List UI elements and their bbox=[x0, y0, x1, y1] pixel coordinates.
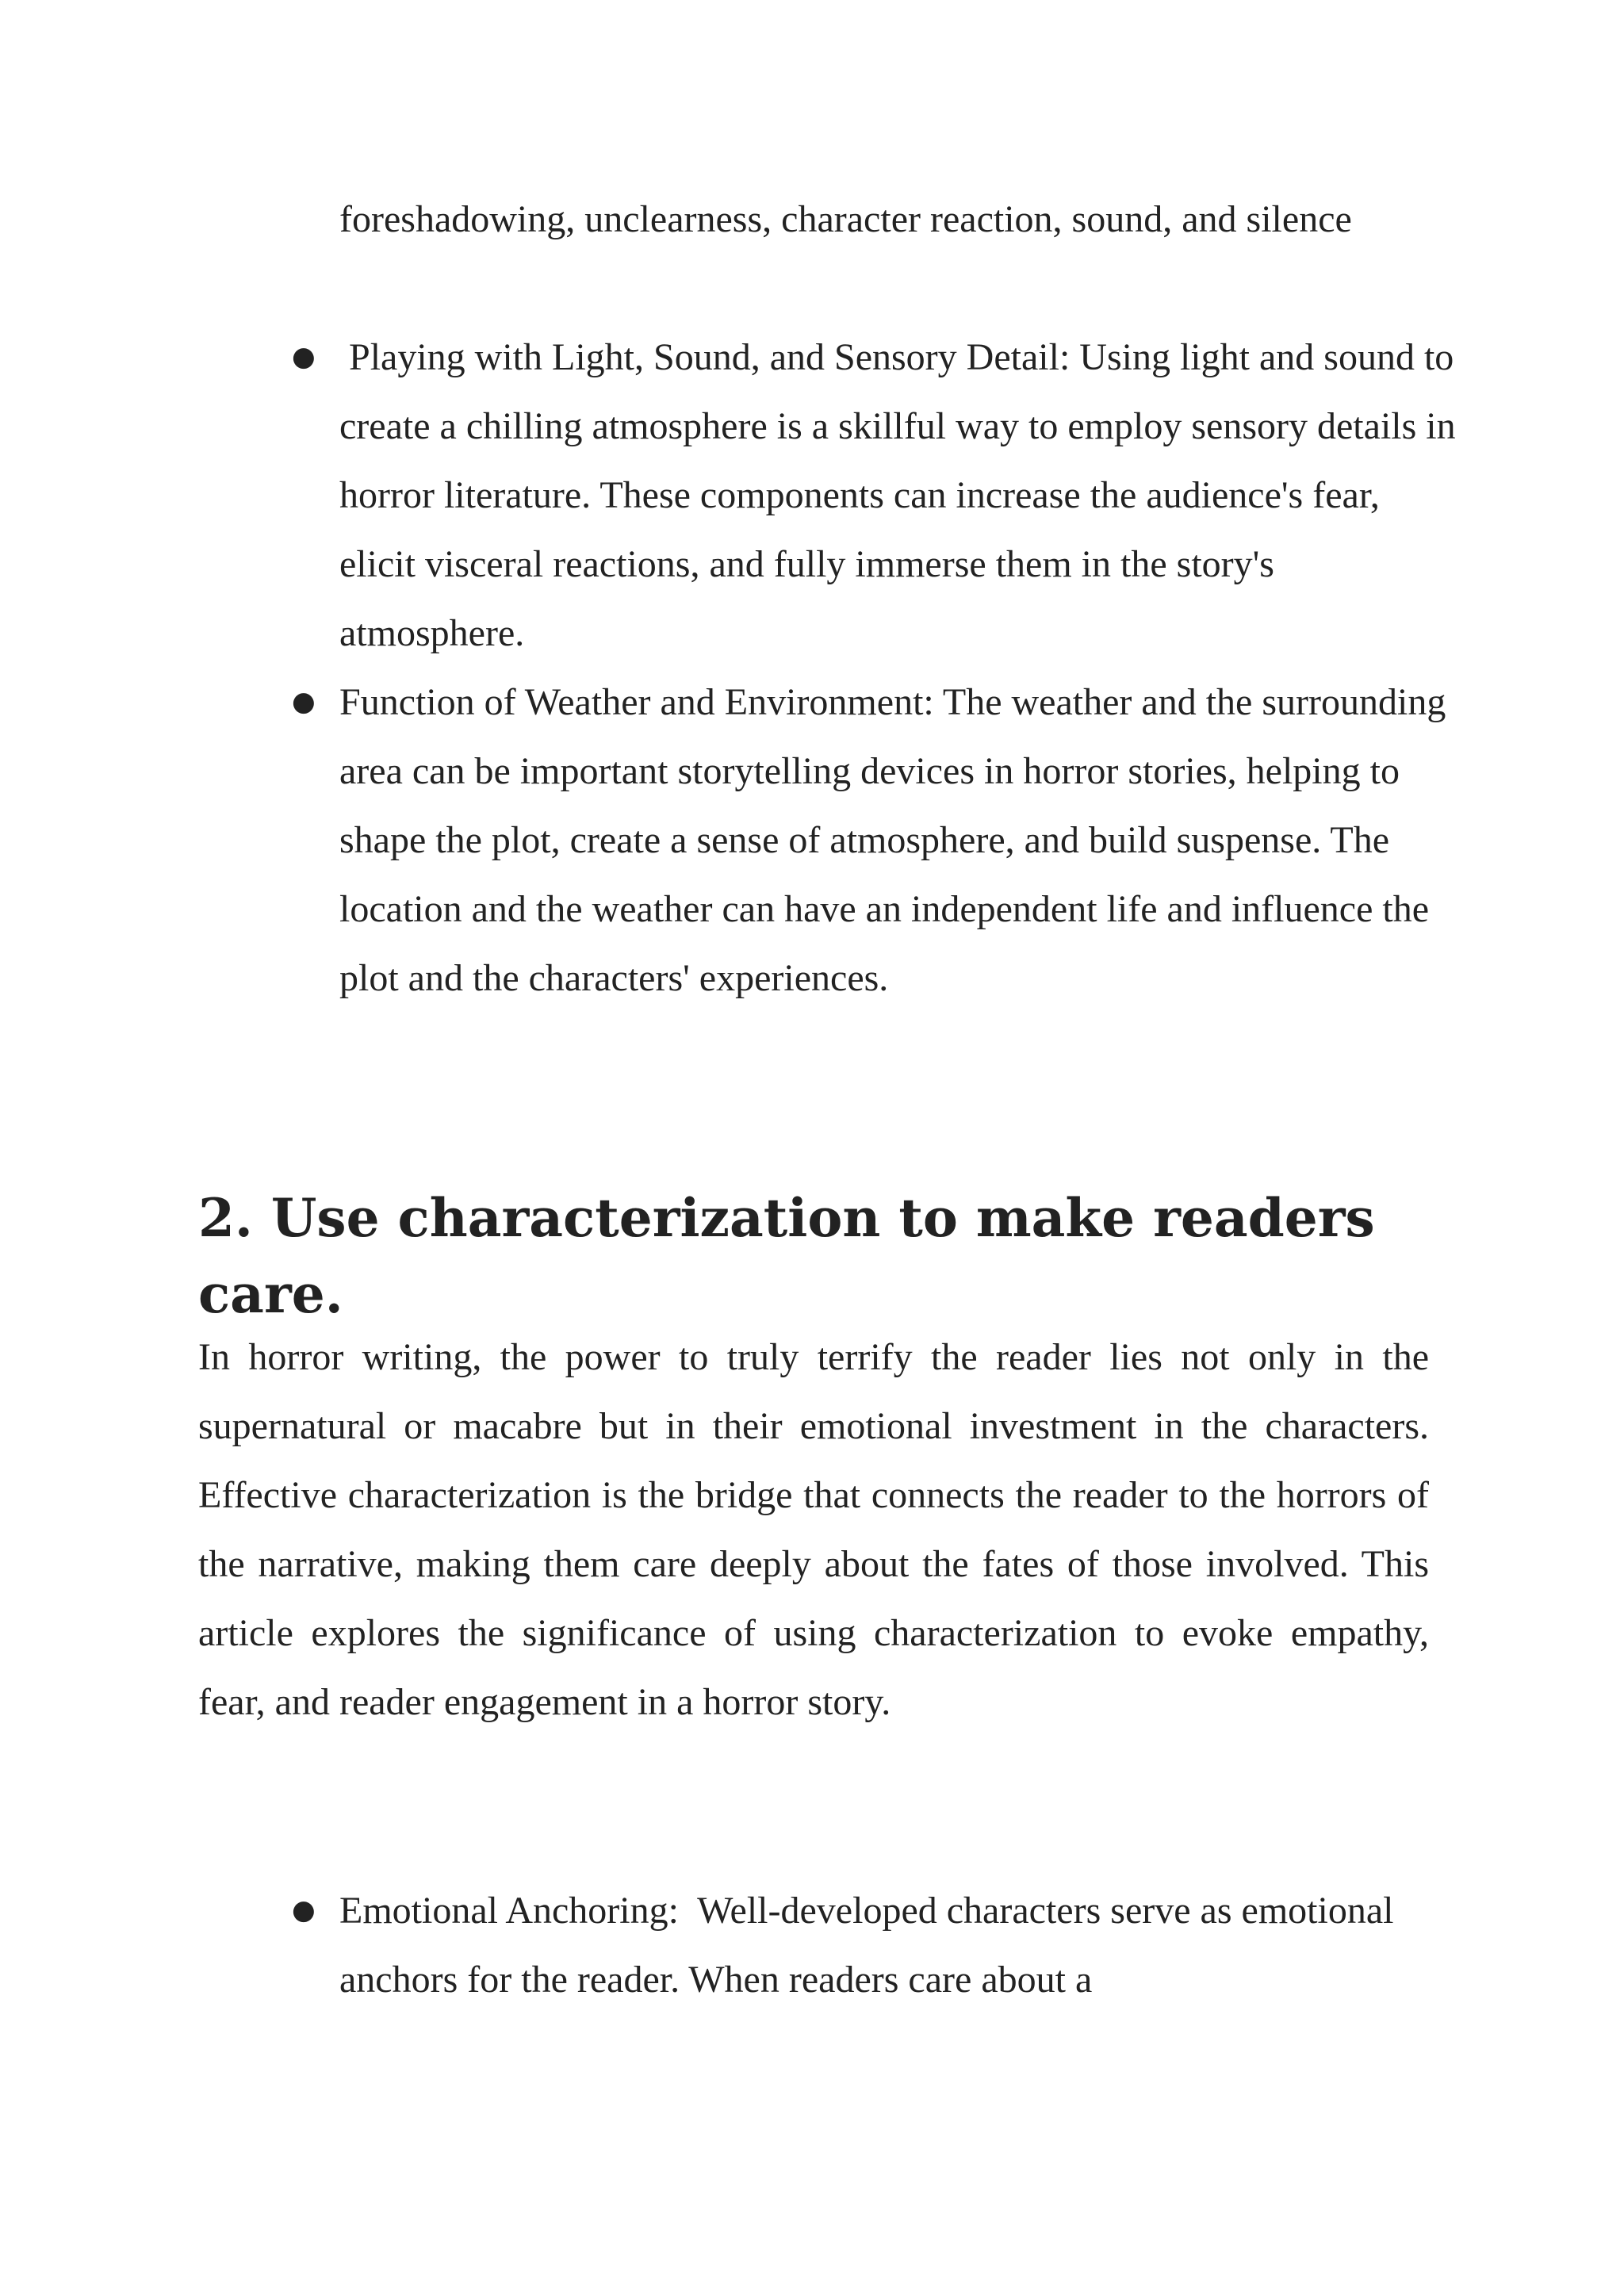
section-paragraph: In horror writing, the power to truly terrify the reader lies not only in the supernatural or macabre but in their emotional investment in the characters. Effective characterization is the bridge that connects the reader to the horrors of the narrative, making them care deeply about the fates of those involved. This article explores the significance of using characterization to evoke empathy, fear, and reader engagement in a horror story. bbox=[198, 1336, 1429, 1723]
section-heading: 2. Use characterization to make readers care. bbox=[198, 1187, 1375, 1325]
bullet-text: Playing with Light, Sound, and Sensory Detail: Using light and sound to create a chilling atmosphere is a skillful way to employ sensory details in horror literature. These components can increase the audience's fear, elicit visceral reactions, and fully immerse them in the story's atmosphere. bbox=[339, 336, 1465, 654]
continued-bullet-text: foreshadowing, unclearness, character reaction, sound, and silence bbox=[339, 198, 1352, 240]
bullet-icon: ● bbox=[292, 1894, 316, 1926]
list-item bbox=[289, 323, 1465, 668]
bullet-text: Function of Weather and Environment: The weather and the surrounding area can be important storytelling devices in horror stories, helping to shape the plot, create a sense of atmosphere, and build suspense. The location and the weather can have an independent life and influence the plot and the characters' experiences. bbox=[339, 681, 1446, 999]
bullet-list-characterization bbox=[289, 1876, 1462, 2014]
bullet-icon: ● bbox=[292, 686, 316, 718]
list-item bbox=[289, 668, 1462, 1013]
list-item bbox=[289, 1876, 1462, 2014]
bullet-icon: ● bbox=[292, 341, 316, 373]
bullet-list-sensory bbox=[289, 323, 1465, 1013]
bullet-text: Emotional Anchoring: Well-developed characters serve as emotional anchors for the reader. When readers care about a bbox=[339, 1890, 1404, 2001]
